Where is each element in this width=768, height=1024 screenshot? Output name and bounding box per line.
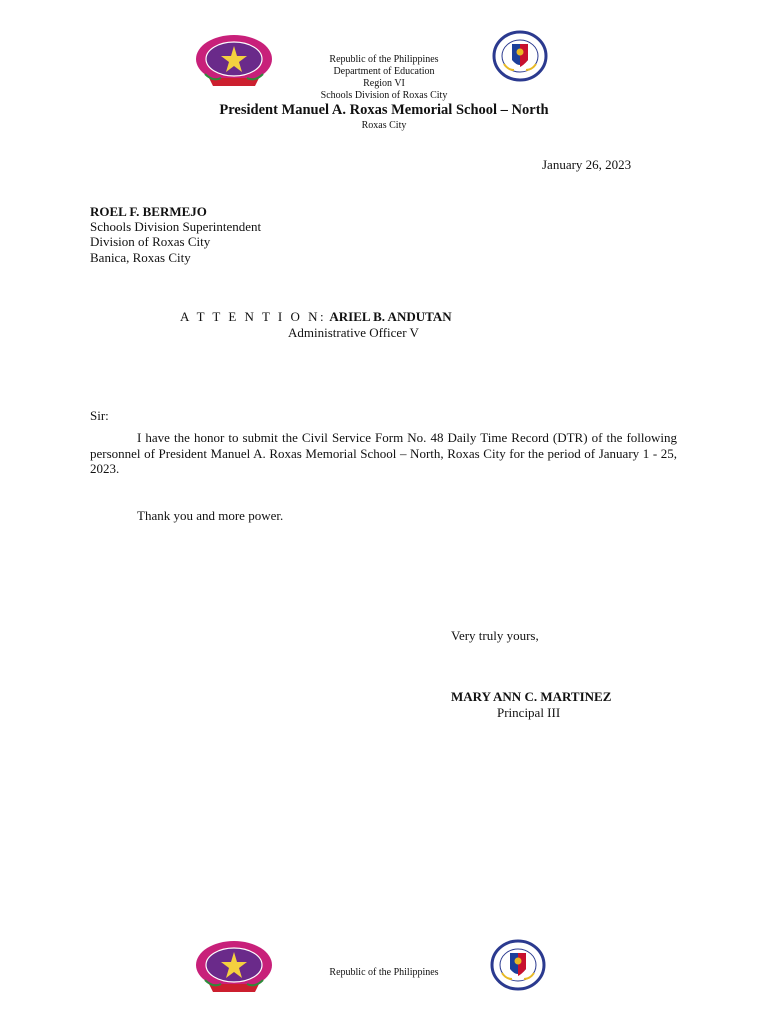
signatory-title: Principal III <box>497 705 561 720</box>
attention-name: ARIEL B. ANDUTAN <box>329 309 452 324</box>
body-paragraph: I have the honor to submit the Civil Service Form No. 48 Daily Time Record (DTR) of the following personnel of President Manuel A. Roxas Memorial School – North, Roxas City for the period of January 1 - 25, 2023. <box>90 430 677 476</box>
recipient-name: ROEL F. BERMEJO <box>90 204 207 219</box>
recipient-title: Schools Division Superintendent <box>90 219 262 234</box>
header-country: Republic of the Philippines <box>329 54 439 65</box>
deped-logo-footer <box>490 939 546 991</box>
closing-line: Thank you and more power. <box>137 508 284 523</box>
header-department: Department of Education <box>333 66 435 77</box>
header-city: Roxas City <box>361 120 407 131</box>
header-region: Region VI <box>363 78 405 89</box>
signatory-name: MARY ANN C. MARTINEZ <box>451 689 612 704</box>
school-name: President Manuel A. Roxas Memorial School – North <box>219 102 549 118</box>
letter-date: January 26, 2023 <box>542 157 632 172</box>
recipient-address: Banica, Roxas City <box>90 250 191 265</box>
attention-line <box>180 309 452 324</box>
footer-country: Republic of the Philippines <box>329 967 439 978</box>
complimentary-close: Very truly yours, <box>451 628 539 643</box>
recipient-office: Division of Roxas City <box>90 234 211 249</box>
header-division: Schools Division of Roxas City <box>320 90 448 101</box>
attention-title: Administrative Officer V <box>288 325 419 340</box>
salutation: Sir: <box>90 408 109 423</box>
attention-label: A T T E N T I O N: <box>180 309 327 324</box>
